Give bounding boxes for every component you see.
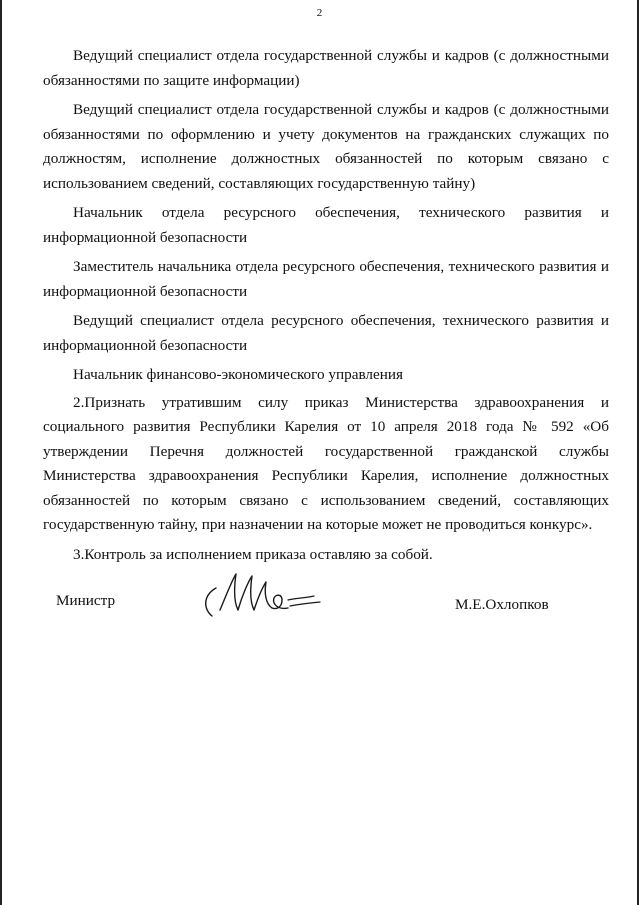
signature-block	[0, 582, 639, 632]
signatory-title: Министр	[56, 592, 116, 609]
handwritten-signature-icon	[190, 566, 330, 626]
order-clause-3: 3.Контроль за исполнением приказа оставляю за собой.	[73, 545, 433, 563]
page-number: 2	[316, 7, 323, 19]
position-item: Ведущий специалист отдела государственной службы и кадров (с должностными обязанностями по оформлению и учету документов на гражданских служащих по должностям, исполнение должностных обязанностей по которым связано с использованием сведений, составляющих государственную тайну)	[43, 101, 609, 192]
scan-left-edge	[0, 0, 2, 905]
position-item: Заместитель начальника отдела ресурсного обеспечения, технического развития и информационной безопасности	[43, 258, 609, 300]
position-item: Ведущий специалист отдела ресурсного обеспечения, технического развития и информационной безопасности	[43, 312, 609, 354]
document-body	[43, 44, 609, 572]
order-clause-2: 2.Признать утратившим силу приказ Министерства здравоохранения и социального развития Республики Карелия от 10 апреля 2018 года № 592 «Об утверждении Перечня должностей государственной гражданской службы Министерства здравоохранения Республики Карелия, исполнение должностных обязанностей по которым связано с использованием сведений, составляющих государственную тайну, при назначении на которые может не проводиться конкурс».	[43, 393, 609, 533]
position-item: Ведущий специалист отдела государственной службы и кадров (с должностными обязанностями по защите информации)	[43, 47, 609, 89]
position-item: Начальник финансово-экономического управления	[73, 366, 403, 383]
position-item: Начальник отдела ресурсного обеспечения, технического развития и информационной безопасности	[43, 204, 609, 246]
signatory-name: М.Е.Охлопков	[455, 596, 549, 613]
